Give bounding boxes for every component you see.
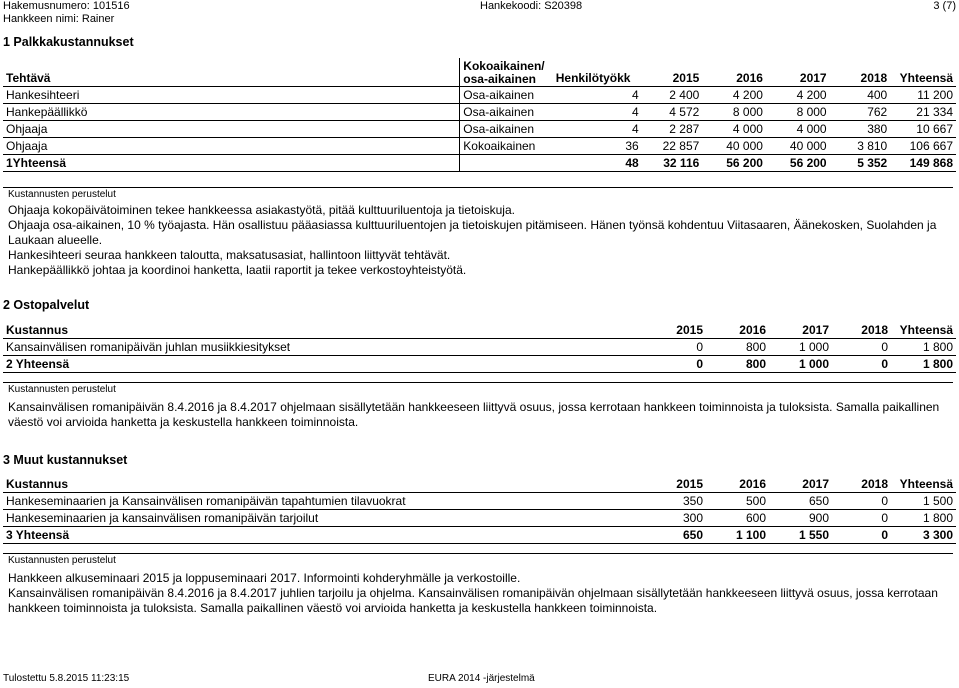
section-2-title: 2 Ostopalvelut <box>3 298 90 312</box>
col-2015: 2015 <box>643 476 706 493</box>
table-cell: Kokoaikainen <box>460 138 553 155</box>
table-cell: 4 <box>553 104 642 121</box>
table-cell: 3 810 <box>830 138 891 155</box>
table-cell: 56 200 <box>766 155 830 172</box>
table-cell: Ohjaaja <box>3 121 460 138</box>
col-type-line1: Kokoaikainen/ <box>463 59 545 73</box>
basis-paragraph: Hankkeen alkuseminaari 2015 ja loppuseminaari 2017. Informointi kohderyhmälle ja verkostoille. <box>8 571 521 585</box>
total-row <box>3 155 956 172</box>
section-2-basis <box>3 382 953 430</box>
col-person-months: Henkilötyökk <box>553 58 642 87</box>
table-cell: 400 <box>830 87 891 104</box>
table-cell: Kansainvälisen romanipäivän juhlan musiikkiesitykset <box>3 339 643 356</box>
col-task: Tehtävä <box>3 58 460 87</box>
basis-paragraph: Ohjaaja kokopäivätoiminen tekee hankkeessa asiakastyötä, pitää kulttuuriluentoja ja tietoiskuja. <box>8 203 515 217</box>
table-cell: 1 100 <box>706 527 769 544</box>
table-cell: 4 000 <box>766 121 830 138</box>
col-cost: Kustannus <box>3 322 643 339</box>
basis-text <box>8 203 953 278</box>
table-cell: 1 500 <box>891 493 956 510</box>
table-cell: 22 857 <box>642 138 703 155</box>
col-2018: 2018 <box>832 322 891 339</box>
table-cell: 380 <box>830 121 891 138</box>
table-cell: 32 116 <box>642 155 703 172</box>
table-cell: 1 000 <box>769 339 832 356</box>
col-2017: 2017 <box>769 322 832 339</box>
table-cell: 0 <box>643 339 706 356</box>
table-cell: Hankeseminaarien ja Kansainvälisen romanipäivän tapahtumien tilavuokrat <box>3 493 643 510</box>
table-row <box>3 121 956 138</box>
table-cell: 900 <box>769 510 832 527</box>
total-row <box>3 527 956 544</box>
table-cell: 48 <box>553 155 642 172</box>
table-cell: 1 800 <box>891 510 956 527</box>
table-cell: 4 200 <box>766 87 830 104</box>
col-2016: 2016 <box>706 476 769 493</box>
table-cell: 4 200 <box>702 87 766 104</box>
col-type <box>460 58 553 87</box>
table-cell: 800 <box>706 339 769 356</box>
other-costs-table <box>3 476 956 544</box>
table-cell: Osa-aikainen <box>460 104 553 121</box>
table-cell: 0 <box>832 339 891 356</box>
table-cell: 11 200 <box>890 87 956 104</box>
table-row <box>3 104 956 121</box>
printed-timestamp: Tulostettu 5.8.2015 11:23:15 <box>3 673 130 684</box>
table-header-row <box>3 322 956 339</box>
table-row <box>3 339 956 356</box>
basis-label: Kustannusten perustelut <box>8 384 116 395</box>
table-cell: 650 <box>769 493 832 510</box>
basis-label: Kustannusten perustelut <box>8 555 116 566</box>
table-cell: 8 000 <box>702 104 766 121</box>
table-cell: 2 400 <box>642 87 703 104</box>
basis-paragraph: Kansainvälisen romanipäivän 8.4.2016 ja 8.4.2017 juhlien tarjoilu ja ohjelma. Kansainvälisen romanipäivän ohjelmaan sisällytetään hankkeeseen liittyvä osuus, jossa kerrotaan hankkeen toiminnoista ja tuloksista. Samalla paikallinen väestö voi arvioida hanketta ja keskustella hankkeen toiminnoista. <box>8 586 938 615</box>
table-cell: 8 000 <box>766 104 830 121</box>
purchased-services-table <box>3 322 956 373</box>
table-cell: 4 000 <box>702 121 766 138</box>
table-cell: Osa-aikainen <box>460 121 553 138</box>
table-cell: 0 <box>832 510 891 527</box>
table-cell: 0 <box>832 493 891 510</box>
table-header-row <box>3 58 956 87</box>
table-cell: 1Yhteensä <box>3 155 460 172</box>
col-total: Yhteensä <box>891 322 956 339</box>
table-cell: Ohjaaja <box>3 138 460 155</box>
col-2016: 2016 <box>702 58 766 87</box>
project-code: Hankekoodi: S20398 <box>480 0 583 12</box>
system-name: EURA 2014 -järjestelmä <box>428 673 535 684</box>
total-row <box>3 356 956 373</box>
table-cell: 5 352 <box>830 155 891 172</box>
col-2017: 2017 <box>766 58 830 87</box>
table-row <box>3 138 956 155</box>
col-2016: 2016 <box>706 322 769 339</box>
table-cell: 106 667 <box>890 138 956 155</box>
table-cell: 3 300 <box>891 527 956 544</box>
col-total: Yhteensä <box>890 58 956 87</box>
project-name: Hankkeen nimi: Rainer <box>3 13 115 25</box>
basis-text <box>8 400 953 430</box>
table-cell: 3 Yhteensä <box>3 527 643 544</box>
table-cell: 1 800 <box>891 339 956 356</box>
table-cell: Hankesihteeri <box>3 87 460 104</box>
basis-paragraph: Hankepäällikkö johtaa ja koordinoi hanketta, laatii raportit ja tekee verkostoyhteistyötä. <box>8 263 467 277</box>
table-row <box>3 87 956 104</box>
table-cell: 0 <box>643 356 706 373</box>
table-cell: 1 000 <box>769 356 832 373</box>
table-cell: 10 667 <box>890 121 956 138</box>
section-1-basis <box>3 187 953 278</box>
table-cell: 350 <box>643 493 706 510</box>
table-cell: 650 <box>643 527 706 544</box>
section-3-basis <box>3 553 953 616</box>
col-cost: Kustannus <box>3 476 643 493</box>
section-3-title: 3 Muut kustannukset <box>3 453 128 467</box>
table-cell: 0 <box>832 356 891 373</box>
table-cell: 800 <box>706 356 769 373</box>
col-type-line2: osa-aikainen <box>463 72 536 86</box>
table-cell: 4 <box>553 121 642 138</box>
basis-label: Kustannusten perustelut <box>8 189 116 200</box>
col-total: Yhteensä <box>891 476 956 493</box>
col-2018: 2018 <box>832 476 891 493</box>
col-2017: 2017 <box>769 476 832 493</box>
table-cell: 300 <box>643 510 706 527</box>
table-cell: 56 200 <box>702 155 766 172</box>
table-cell: 500 <box>706 493 769 510</box>
table-cell: 36 <box>553 138 642 155</box>
basis-paragraph: Hankesihteeri seuraa hankkeen taloutta, maksatusasiat, hallintoon liittyvät tehtävät. <box>8 248 451 262</box>
table-cell: Hankepäällikkö <box>3 104 460 121</box>
table-cell: 0 <box>832 527 891 544</box>
table-row <box>3 493 956 510</box>
table-header-row <box>3 476 956 493</box>
table-cell: Hankeseminaarien ja kansainvälisen romanipäivän tarjoilut <box>3 510 643 527</box>
table-cell: 762 <box>830 104 891 121</box>
table-cell: 149 868 <box>890 155 956 172</box>
section-1-title: 1 Palkkakustannukset <box>3 35 134 49</box>
basis-paragraph: Kansainvälisen romanipäivän 8.4.2016 ja 8.4.2017 ohjelmaan sisällytetään hankkeeseen liittyvä osuus, jossa kerrotaan hankkeen toiminnoista ja tuloksista. Samalla paikallinen väestö voi arvioida hanketta ja keskustella hankkeen toiminnoista. <box>8 400 940 429</box>
table-cell: 600 <box>706 510 769 527</box>
salary-costs-table <box>3 58 956 172</box>
table-cell <box>460 155 553 172</box>
page-number: 3 (7) <box>933 0 956 12</box>
table-cell: 40 000 <box>766 138 830 155</box>
table-cell: 4 <box>553 87 642 104</box>
table-cell: 1 550 <box>769 527 832 544</box>
table-cell: 2 287 <box>642 121 703 138</box>
basis-text <box>8 571 953 616</box>
col-2015: 2015 <box>643 322 706 339</box>
col-2015: 2015 <box>642 58 703 87</box>
application-number: Hakemusnumero: 101516 <box>3 0 130 12</box>
table-cell: 4 572 <box>642 104 703 121</box>
table-cell: 21 334 <box>890 104 956 121</box>
basis-paragraph: Ohjaaja osa-aikainen, 10 % työajasta. Hän osallistuu pääasiassa kulttuuriluentojen ja tietoiskujen pitämiseen. Hänen työnsä kohdentuu Viitasaaren, Äänekosken, Suolahden ja Laukaan alueelle. <box>8 218 937 247</box>
col-2018: 2018 <box>830 58 891 87</box>
table-row <box>3 510 956 527</box>
table-cell: 1 800 <box>891 356 956 373</box>
table-cell: 2 Yhteensä <box>3 356 643 373</box>
table-cell: 40 000 <box>702 138 766 155</box>
table-cell: Osa-aikainen <box>460 87 553 104</box>
